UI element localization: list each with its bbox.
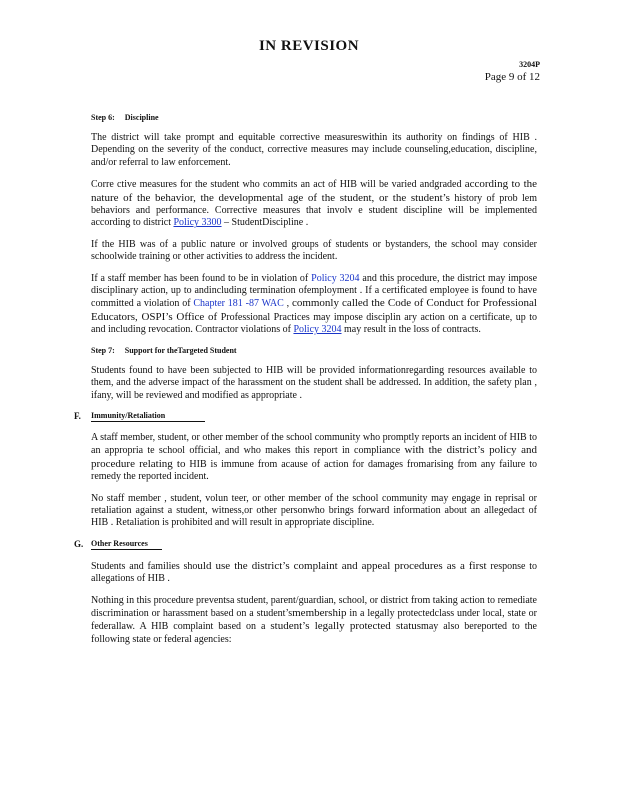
immunity-paragraph-2: No staff member , student, volun teer, or other member of the school community may engage in reprisal or retaliation against a student, witness,or other personwho brings forward information about an allegedact of HIB . Retaliation is prohibited and will result in appropriate discipline. [91, 492, 537, 529]
text-run: Corre ctive measures for the student who commits an act of HIB will be varied andgraded [91, 179, 462, 191]
page-number: Page 9 of 12 [484, 71, 540, 83]
step-6-heading [91, 113, 537, 122]
text-run: history of prob lem behaviors and performance. Corrective measures that involv e student discipline will be implemented according to district [91, 192, 538, 229]
discipline-paragraph-4 [91, 273, 537, 337]
section-f-title: Immunity/Retaliation [91, 411, 205, 422]
step-7-heading [91, 346, 537, 355]
text-run: may also bereported to the following state or federal agencies: [91, 621, 537, 645]
text-run: response to allegations of HIB . [91, 560, 537, 585]
policy-3204-link-2[interactable]: Policy 3204 [293, 324, 342, 336]
wac-chapter-link[interactable]: Chapter 181 -87 WAC [193, 298, 284, 310]
text-run: , [283, 298, 290, 310]
resources-paragraph-2 [91, 595, 537, 647]
policy-code: 3204P [519, 60, 540, 69]
discipline-paragraph-1: The district will take prompt and equitable corrective measureswithin its authority on findings of HIB . Depending on the severity of the conduct, corrective measures may include counseling,education, discipline, and/or referral to law enforcement. [91, 132, 537, 168]
section-g-heading [74, 538, 537, 551]
text-run-large: according to the nature of the behavior, the developmental age of the student, or the student’s [91, 178, 538, 204]
text-run: A staff member, student, or other member of the school community who promptly reports an incident of HIB to an appropria te school official, and who makes this report in compliance [91, 431, 537, 457]
text-run: in a legally protectedclass under local, state or federallaw. A HIB complaint based on a [91, 607, 537, 633]
support-paragraph: Students found to have been subjected to HIB will be provided informationregarding resources available to them, and the adverse impact of the harassment on the student shall be addressed. In addition, the safety plan , ifany, will be reviewed and modified as appropriate . [91, 364, 537, 401]
step-6-title: Discipline [124, 113, 159, 122]
text-run: Students and families sho [91, 560, 198, 572]
text-run: and this procedure, the district may impose disciplinary action, up to andincluding termination ofemployment . If a certificated employee is found to have committed a violation of [91, 272, 538, 310]
text-run: may result in the loss of contracts. [341, 324, 481, 336]
text-run: – StudentDiscipline . [221, 217, 309, 229]
section-g-letter: G. [74, 538, 84, 549]
text-run-large: with the district’s policy and procedure relating to [91, 444, 538, 470]
step-6-label: Step 6: [91, 113, 115, 122]
document-body [74, 113, 538, 655]
discipline-paragraph-3: If the HIB was of a public nature or involved groups of students or bystanders, the school may consider schoolwide training or other activities to address the incident. [91, 238, 537, 263]
text-run-large: student’s legally protected status [270, 620, 422, 633]
text-run: Nothing in this procedure preventsa student, parent/guardian, school, or district from taking action to remediate discrimination or harassment based on a student’s [91, 594, 537, 619]
discipline-paragraph-2 [91, 178, 537, 230]
section-f-heading [74, 410, 537, 423]
immunity-paragraph-1 [91, 432, 537, 484]
text-run: Professional Practices may impose disciplin ary action on a certificate, up to and including revocation. Contractor violations of [91, 311, 538, 336]
page-title: IN REVISION [258, 38, 360, 54]
policy-3300-link[interactable]: Policy 3300 [173, 217, 222, 229]
section-g-title: Other Resources [91, 539, 162, 550]
policy-3204-link[interactable]: Policy 3204 [311, 272, 360, 284]
text-run: HIB is immune from acause of action for damages fromarising from any failure to remedy the reported incident. [91, 458, 537, 483]
section-f-letter: F. [74, 410, 81, 421]
text-run-large: commonly called the Code of Conduct for Professional Educators, OSPI’s Office of [91, 297, 537, 323]
text-run: If a staff member has been found to be in violation of [91, 272, 309, 284]
step-7-title: Support for theTargeted Student [124, 345, 237, 355]
text-run-large: uld use the district’s complaint and appeal procedures as a first [197, 559, 487, 572]
resources-paragraph-1 [91, 560, 537, 586]
step-7-label: Step 7: [91, 345, 115, 355]
text-run-large: membership [292, 606, 347, 619]
